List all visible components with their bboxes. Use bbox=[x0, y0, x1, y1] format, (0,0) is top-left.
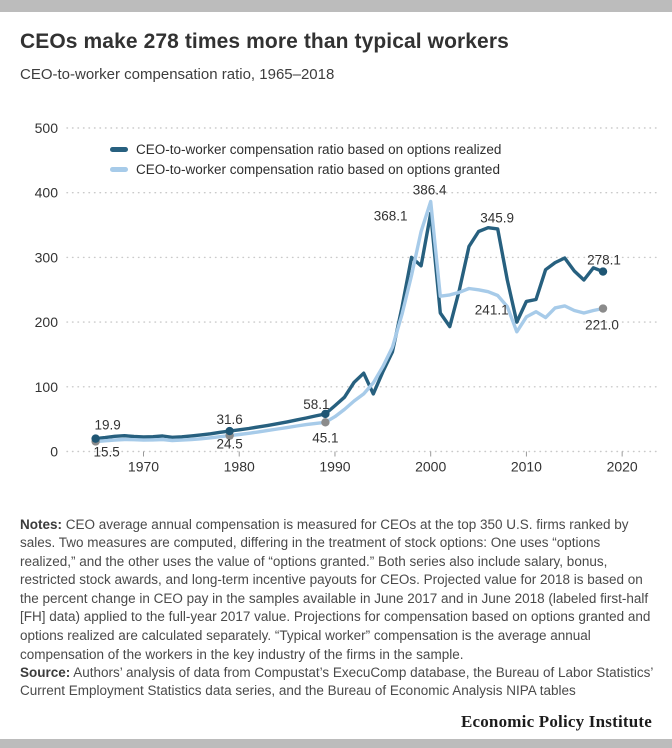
chart-title: CEOs make 278 times more than typical workers bbox=[20, 30, 509, 53]
value-label-345.9: 345.9 bbox=[480, 210, 515, 226]
ceo-ratio-line-chart bbox=[0, 113, 672, 475]
legend-swatch-granted bbox=[110, 167, 128, 172]
data-point-marker-1979-31.6 bbox=[225, 427, 233, 435]
value-label-386.4: 386.4 bbox=[412, 182, 447, 198]
x-axis-label-1990: 1990 bbox=[319, 458, 351, 475]
epi-logo-text: Economic Policy Institute bbox=[460, 712, 652, 731]
x-axis-label-2010: 2010 bbox=[510, 458, 542, 475]
legend-label-granted: CEO-to-worker compensation ratio based on options granted bbox=[136, 161, 500, 177]
legend-swatch-realized bbox=[110, 147, 128, 152]
notes-text: CEO average annual compensation is measured for CEOs at the top 350 U.S. firms ranked by sales. Two measures are computed, differing in the treatment of stock options: One uses “options realized,” and the other uses the value of “options granted.” Both series also include salary, bonus, restricted stock awards, and long-term incentive payouts for CEOs. Projected value for 2018 is based on the percent change in CEO pay in the samples available in June 2017 and in June 2018 (labeled first-half [FH] data) applied to the full-year 2017 value. Projections for compensation based on options granted and options realized are calculated separately. “Typical worker” compensation is the average annual compensation of the workers in the key industry of the firms in the sample. bbox=[20, 516, 651, 662]
value-label-24.5: 24.5 bbox=[216, 436, 243, 452]
top-border-bar bbox=[0, 0, 672, 12]
notes-paragraph bbox=[20, 516, 654, 665]
y-axis-label-500: 500 bbox=[34, 120, 58, 136]
legend-item-options-realized bbox=[110, 139, 501, 159]
x-axis-label-1980: 1980 bbox=[223, 458, 255, 475]
bottom-border-bar bbox=[0, 739, 672, 748]
value-label-45.1: 45.1 bbox=[312, 430, 339, 446]
source-label: Source: bbox=[20, 664, 71, 680]
value-label-58.1: 58.1 bbox=[303, 396, 330, 412]
value-label-221.0: 221.0 bbox=[585, 317, 619, 333]
legend-label-realized: CEO-to-worker compensation ratio based on options realized bbox=[136, 141, 502, 157]
value-label-19.9: 19.9 bbox=[94, 417, 121, 433]
y-axis-label-0: 0 bbox=[50, 443, 58, 460]
x-axis-label-2000: 2000 bbox=[415, 458, 447, 475]
y-axis-label-400: 400 bbox=[34, 184, 58, 201]
source-text: Authors’ analysis of data from Compustat’s ExecuComp database, the Bureau of Labor Statistics’ Current Employment Statistics data series, and the Bureau of Economic Analysis NIPA tables bbox=[20, 664, 653, 699]
data-point-marker-1965-19.9 bbox=[91, 434, 99, 442]
data-point-marker-2018-221 bbox=[599, 304, 607, 312]
y-axis-label-100: 100 bbox=[34, 378, 58, 395]
data-point-marker-2018-278.1 bbox=[599, 267, 607, 275]
value-label-368.1: 368.1 bbox=[373, 208, 408, 224]
notes-label: Notes: bbox=[20, 516, 63, 532]
data-point-marker-1989-45.1 bbox=[321, 418, 329, 426]
chart-subtitle: CEO-to-worker compensation ratio, 1965–2018 bbox=[20, 66, 335, 83]
value-label-15.5: 15.5 bbox=[93, 444, 120, 460]
value-label-31.6: 31.6 bbox=[216, 412, 243, 428]
chart-legend bbox=[110, 139, 501, 179]
x-axis-label-2020: 2020 bbox=[606, 458, 638, 475]
source-paragraph bbox=[20, 664, 654, 701]
legend-item-options-granted bbox=[110, 159, 501, 179]
x-axis-label-1970: 1970 bbox=[127, 458, 160, 475]
value-label-241.1: 241.1 bbox=[474, 302, 509, 318]
y-axis-label-300: 300 bbox=[34, 249, 58, 266]
y-axis-label-200: 200 bbox=[34, 314, 58, 331]
value-label-278.1: 278.1 bbox=[587, 252, 621, 268]
